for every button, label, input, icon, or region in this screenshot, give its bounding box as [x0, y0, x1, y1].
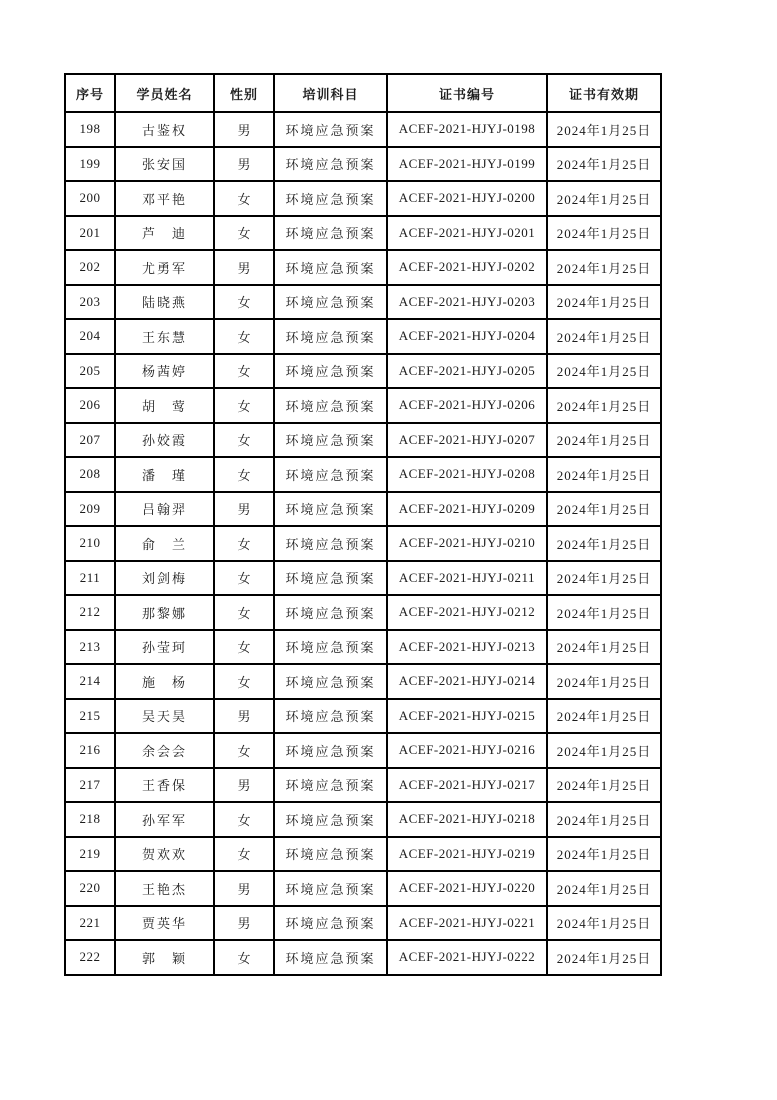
header-cell-cert-number: 证书编号 — [387, 74, 547, 112]
table-row — [65, 423, 661, 458]
cell-subject: 环境应急预案 — [274, 595, 387, 630]
cell-valid-date: 2024年1月25日 — [547, 561, 661, 596]
cell-subject: 环境应急预案 — [274, 250, 387, 285]
cell-index: 222 — [65, 940, 115, 975]
cell-cert-number: ACEF-2021-HJYJ-0212 — [387, 595, 547, 630]
cell-cert-number: ACEF-2021-HJYJ-0205 — [387, 354, 547, 389]
cell-valid-date: 2024年1月25日 — [547, 699, 661, 734]
cell-index: 215 — [65, 699, 115, 734]
cell-index: 199 — [65, 147, 115, 182]
header-cell-index: 序号 — [65, 74, 115, 112]
cell-name: 王东慧 — [115, 319, 214, 354]
cell-name: 孙姣霞 — [115, 423, 214, 458]
cell-gender: 女 — [214, 630, 274, 665]
header-cell-subject: 培训科目 — [274, 74, 387, 112]
cell-cert-number: ACEF-2021-HJYJ-0217 — [387, 768, 547, 803]
table-body — [65, 112, 661, 975]
cell-index: 206 — [65, 388, 115, 423]
cell-gender: 女 — [214, 285, 274, 320]
cell-valid-date: 2024年1月25日 — [547, 216, 661, 251]
cell-subject: 环境应急预案 — [274, 388, 387, 423]
cell-subject: 环境应急预案 — [274, 561, 387, 596]
table-row — [65, 319, 661, 354]
cell-gender: 男 — [214, 112, 274, 147]
cell-valid-date: 2024年1月25日 — [547, 837, 661, 872]
table-row — [65, 147, 661, 182]
cell-name: 孙莹珂 — [115, 630, 214, 665]
table-header — [65, 74, 661, 112]
cell-name: 张安国 — [115, 147, 214, 182]
cell-index: 208 — [65, 457, 115, 492]
cell-subject: 环境应急预案 — [274, 492, 387, 527]
cell-index: 210 — [65, 526, 115, 561]
cell-valid-date: 2024年1月25日 — [547, 906, 661, 941]
cell-cert-number: ACEF-2021-HJYJ-0202 — [387, 250, 547, 285]
cell-index: 201 — [65, 216, 115, 251]
cell-valid-date: 2024年1月25日 — [547, 388, 661, 423]
table-row — [65, 940, 661, 975]
cell-cert-number: ACEF-2021-HJYJ-0210 — [387, 526, 547, 561]
cell-index: 214 — [65, 664, 115, 699]
cell-name: 杨茜婷 — [115, 354, 214, 389]
cell-valid-date: 2024年1月25日 — [547, 940, 661, 975]
cell-name: 吴天昊 — [115, 699, 214, 734]
cell-cert-number: ACEF-2021-HJYJ-0216 — [387, 733, 547, 768]
cell-subject: 环境应急预案 — [274, 526, 387, 561]
cell-name: 芦 迪 — [115, 216, 214, 251]
cell-gender: 女 — [214, 216, 274, 251]
cell-subject: 环境应急预案 — [274, 457, 387, 492]
cell-cert-number: ACEF-2021-HJYJ-0203 — [387, 285, 547, 320]
cell-index: 220 — [65, 871, 115, 906]
cell-subject: 环境应急预案 — [274, 733, 387, 768]
cell-valid-date: 2024年1月25日 — [547, 526, 661, 561]
cell-gender: 女 — [214, 733, 274, 768]
cell-name: 胡 莺 — [115, 388, 214, 423]
cell-valid-date: 2024年1月25日 — [547, 871, 661, 906]
cell-name: 陆晓燕 — [115, 285, 214, 320]
cell-gender: 男 — [214, 250, 274, 285]
cell-cert-number: ACEF-2021-HJYJ-0219 — [387, 837, 547, 872]
table-row — [65, 492, 661, 527]
cell-gender: 女 — [214, 388, 274, 423]
cell-name: 那黎娜 — [115, 595, 214, 630]
cell-index: 205 — [65, 354, 115, 389]
header-row — [65, 74, 661, 112]
cell-name: 郭 颖 — [115, 940, 214, 975]
cell-index: 216 — [65, 733, 115, 768]
table-row — [65, 285, 661, 320]
cell-name: 俞 兰 — [115, 526, 214, 561]
cell-cert-number: ACEF-2021-HJYJ-0221 — [387, 906, 547, 941]
cell-valid-date: 2024年1月25日 — [547, 802, 661, 837]
certificate-table — [64, 73, 662, 976]
cell-gender: 女 — [214, 354, 274, 389]
cell-cert-number: ACEF-2021-HJYJ-0214 — [387, 664, 547, 699]
cell-name: 王香保 — [115, 768, 214, 803]
cell-subject: 环境应急预案 — [274, 423, 387, 458]
cell-valid-date: 2024年1月25日 — [547, 112, 661, 147]
cell-subject: 环境应急预案 — [274, 147, 387, 182]
cell-cert-number: ACEF-2021-HJYJ-0209 — [387, 492, 547, 527]
cell-cert-number: ACEF-2021-HJYJ-0222 — [387, 940, 547, 975]
cell-subject: 环境应急预案 — [274, 871, 387, 906]
cell-index: 209 — [65, 492, 115, 527]
table-row — [65, 250, 661, 285]
table-row — [65, 595, 661, 630]
cell-subject: 环境应急预案 — [274, 802, 387, 837]
table-row — [65, 630, 661, 665]
cell-gender: 男 — [214, 871, 274, 906]
cell-name: 施 杨 — [115, 664, 214, 699]
cell-cert-number: ACEF-2021-HJYJ-0220 — [387, 871, 547, 906]
cell-valid-date: 2024年1月25日 — [547, 285, 661, 320]
cell-name: 潘 瑾 — [115, 457, 214, 492]
cell-subject: 环境应急预案 — [274, 216, 387, 251]
table-row — [65, 526, 661, 561]
cell-gender: 男 — [214, 699, 274, 734]
table-row — [65, 216, 661, 251]
cell-valid-date: 2024年1月25日 — [547, 181, 661, 216]
cell-gender: 女 — [214, 802, 274, 837]
cell-gender: 女 — [214, 181, 274, 216]
cell-subject: 环境应急预案 — [274, 906, 387, 941]
table-row — [65, 181, 661, 216]
cell-subject: 环境应急预案 — [274, 354, 387, 389]
table-row — [65, 561, 661, 596]
cell-cert-number: ACEF-2021-HJYJ-0215 — [387, 699, 547, 734]
cell-index: 211 — [65, 561, 115, 596]
cell-valid-date: 2024年1月25日 — [547, 630, 661, 665]
cell-index: 203 — [65, 285, 115, 320]
table-row — [65, 871, 661, 906]
cell-index: 200 — [65, 181, 115, 216]
cell-subject: 环境应急预案 — [274, 181, 387, 216]
header-cell-valid-date: 证书有效期 — [547, 74, 661, 112]
cell-subject: 环境应急预案 — [274, 285, 387, 320]
cell-gender: 女 — [214, 319, 274, 354]
cell-gender: 男 — [214, 768, 274, 803]
cell-gender: 女 — [214, 837, 274, 872]
cell-subject: 环境应急预案 — [274, 837, 387, 872]
cell-valid-date: 2024年1月25日 — [547, 733, 661, 768]
cell-name: 古鉴权 — [115, 112, 214, 147]
cell-subject: 环境应急预案 — [274, 664, 387, 699]
table-row — [65, 388, 661, 423]
cell-index: 204 — [65, 319, 115, 354]
cell-index: 198 — [65, 112, 115, 147]
cell-name: 贺欢欢 — [115, 837, 214, 872]
cell-valid-date: 2024年1月25日 — [547, 492, 661, 527]
cell-valid-date: 2024年1月25日 — [547, 457, 661, 492]
cell-index: 221 — [65, 906, 115, 941]
cell-subject: 环境应急预案 — [274, 940, 387, 975]
cell-gender: 男 — [214, 906, 274, 941]
cell-index: 212 — [65, 595, 115, 630]
cell-cert-number: ACEF-2021-HJYJ-0208 — [387, 457, 547, 492]
cell-index: 202 — [65, 250, 115, 285]
cell-index: 218 — [65, 802, 115, 837]
header-cell-gender: 性别 — [214, 74, 274, 112]
cell-valid-date: 2024年1月25日 — [547, 147, 661, 182]
cell-index: 217 — [65, 768, 115, 803]
cell-gender: 男 — [214, 492, 274, 527]
cell-subject: 环境应急预案 — [274, 699, 387, 734]
cell-cert-number: ACEF-2021-HJYJ-0206 — [387, 388, 547, 423]
cell-name: 余会会 — [115, 733, 214, 768]
cell-valid-date: 2024年1月25日 — [547, 664, 661, 699]
cell-name: 王艳杰 — [115, 871, 214, 906]
table-row — [65, 457, 661, 492]
cell-valid-date: 2024年1月25日 — [547, 423, 661, 458]
cell-gender: 女 — [214, 526, 274, 561]
cell-cert-number: ACEF-2021-HJYJ-0198 — [387, 112, 547, 147]
cell-name: 孙军军 — [115, 802, 214, 837]
cell-valid-date: 2024年1月25日 — [547, 595, 661, 630]
cell-gender: 女 — [214, 664, 274, 699]
table-row — [65, 112, 661, 147]
cell-subject: 环境应急预案 — [274, 630, 387, 665]
cell-gender: 女 — [214, 940, 274, 975]
cell-name: 刘剑梅 — [115, 561, 214, 596]
cell-cert-number: ACEF-2021-HJYJ-0201 — [387, 216, 547, 251]
table-row — [65, 354, 661, 389]
table-row — [65, 664, 661, 699]
cell-index: 219 — [65, 837, 115, 872]
cell-subject: 环境应急预案 — [274, 319, 387, 354]
table-row — [65, 802, 661, 837]
cell-name: 邓平艳 — [115, 181, 214, 216]
cell-cert-number: ACEF-2021-HJYJ-0200 — [387, 181, 547, 216]
table-row — [65, 733, 661, 768]
cell-cert-number: ACEF-2021-HJYJ-0199 — [387, 147, 547, 182]
table-row — [65, 699, 661, 734]
header-cell-name: 学员姓名 — [115, 74, 214, 112]
cell-index: 213 — [65, 630, 115, 665]
cell-gender: 女 — [214, 595, 274, 630]
cell-gender: 女 — [214, 457, 274, 492]
table-row — [65, 768, 661, 803]
cell-name: 吕翰羿 — [115, 492, 214, 527]
cell-cert-number: ACEF-2021-HJYJ-0211 — [387, 561, 547, 596]
cell-cert-number: ACEF-2021-HJYJ-0207 — [387, 423, 547, 458]
cell-cert-number: ACEF-2021-HJYJ-0204 — [387, 319, 547, 354]
cell-valid-date: 2024年1月25日 — [547, 768, 661, 803]
cell-subject: 环境应急预案 — [274, 112, 387, 147]
cell-valid-date: 2024年1月25日 — [547, 319, 661, 354]
cell-gender: 女 — [214, 561, 274, 596]
table-row — [65, 906, 661, 941]
cell-name: 尤勇军 — [115, 250, 214, 285]
table-row — [65, 837, 661, 872]
cell-name: 贾英华 — [115, 906, 214, 941]
cell-subject: 环境应急预案 — [274, 768, 387, 803]
cell-valid-date: 2024年1月25日 — [547, 250, 661, 285]
cell-gender: 男 — [214, 147, 274, 182]
cell-gender: 女 — [214, 423, 274, 458]
cell-cert-number: ACEF-2021-HJYJ-0218 — [387, 802, 547, 837]
cell-valid-date: 2024年1月25日 — [547, 354, 661, 389]
cell-index: 207 — [65, 423, 115, 458]
cell-cert-number: ACEF-2021-HJYJ-0213 — [387, 630, 547, 665]
